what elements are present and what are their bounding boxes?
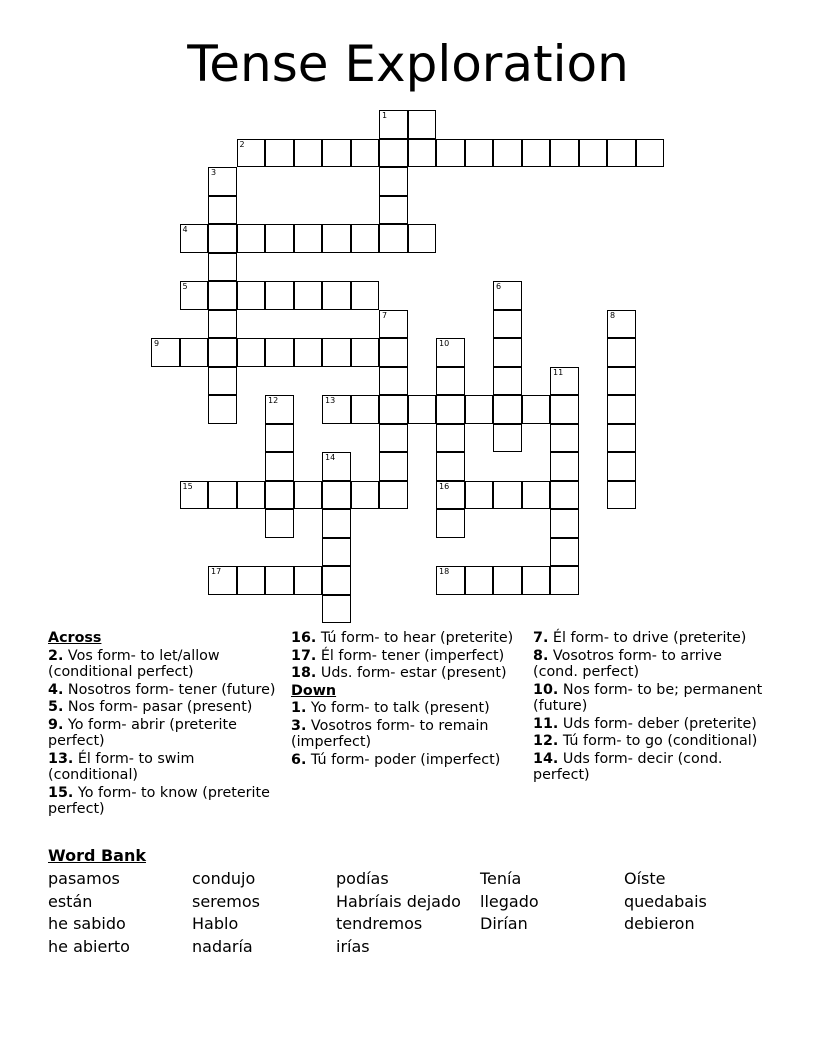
down-clue	[533, 682, 763, 715]
down-clue	[533, 733, 763, 750]
grid-cell[interactable]	[351, 139, 380, 168]
word-bank-word: he sabido	[48, 914, 126, 933]
clue-text: Él form- to drive (preterite)	[548, 630, 747, 646]
grid-cell[interactable]	[208, 310, 237, 339]
grid-cell[interactable]	[465, 139, 494, 168]
clue-column-3	[533, 630, 763, 785]
word-bank-word: Habríais dejado	[336, 891, 461, 911]
clue-number: 13.	[48, 750, 74, 767]
grid-cell[interactable]	[379, 367, 408, 396]
clue-text: Yo form- to talk (present)	[306, 700, 490, 716]
grid-cell-12[interactable]	[265, 395, 294, 424]
clue-number: 17	[211, 567, 222, 576]
grid-cell[interactable]	[465, 566, 494, 595]
clue-number: 8	[610, 310, 616, 320]
grid-cell[interactable]	[322, 566, 351, 595]
grid-cell[interactable]	[322, 538, 351, 567]
grid-cell[interactable]	[493, 367, 522, 396]
clue-number: 17.	[291, 647, 317, 664]
grid-cell[interactable]	[237, 281, 266, 310]
grid-cell[interactable]	[351, 481, 380, 510]
clue-text: Vosotros form- to remain (imperfect)	[291, 717, 489, 750]
across-clue	[291, 648, 531, 665]
grid-cell[interactable]	[237, 224, 266, 253]
across-header: Across	[48, 630, 102, 646]
clue-number: 6.	[291, 751, 307, 768]
clue-text: Uds form- decir (cond. perfect)	[533, 750, 723, 783]
clue-number: 12.	[533, 733, 559, 749]
grid-cell[interactable]	[379, 196, 408, 225]
clue-text: Vosotros form- to arrive (cond. perfect)	[533, 647, 722, 680]
grid-cell[interactable]	[322, 338, 351, 367]
grid-cell[interactable]	[522, 395, 551, 424]
grid-cell[interactable]	[436, 367, 465, 396]
clue-number: 2.	[48, 647, 64, 664]
grid-cell[interactable]	[294, 566, 323, 595]
across-clue	[48, 785, 278, 818]
grid-cell[interactable]	[493, 424, 522, 453]
grid-cell[interactable]	[522, 481, 551, 510]
clue-number: 7	[382, 310, 388, 320]
grid-cell[interactable]	[265, 424, 294, 453]
grid-cell[interactable]	[436, 509, 465, 538]
grid-cell[interactable]	[265, 452, 294, 481]
across-clue	[48, 751, 278, 784]
grid-cell-10[interactable]	[436, 338, 465, 367]
grid-cell-17[interactable]	[208, 566, 237, 595]
down-clue	[533, 630, 763, 647]
clue-number: 15.	[48, 784, 74, 801]
grid-cell[interactable]	[351, 281, 380, 310]
grid-cell[interactable]	[607, 424, 636, 453]
clue-number: 1	[382, 111, 388, 120]
grid-cell[interactable]	[265, 338, 294, 367]
clue-number: 16	[439, 481, 450, 491]
across-clue	[48, 717, 278, 750]
grid-cell[interactable]	[493, 481, 522, 510]
grid-cell[interactable]	[208, 481, 237, 510]
across-clue	[291, 665, 531, 682]
grid-cell-6[interactable]	[493, 281, 522, 310]
grid-cell[interactable]	[579, 139, 608, 168]
grid-cell[interactable]	[436, 424, 465, 453]
word-bank-word: Hablo	[192, 914, 239, 933]
grid-cell[interactable]	[379, 167, 408, 196]
clue-number: 6	[496, 282, 502, 291]
clue-number: 9.	[48, 716, 64, 733]
grid-cell[interactable]	[636, 139, 665, 168]
grid-cell-18[interactable]	[436, 566, 465, 595]
grid-cell[interactable]	[351, 395, 380, 424]
grid-cell[interactable]	[322, 281, 351, 310]
grid-cell[interactable]	[550, 424, 579, 453]
across-clue	[48, 682, 278, 699]
clue-text: Tú form- to hear (preterite)	[316, 630, 514, 646]
clue-number: 15	[182, 481, 193, 491]
down-clue	[533, 716, 763, 733]
grid-cell[interactable]	[493, 310, 522, 339]
grid-cell-4[interactable]	[180, 224, 209, 253]
grid-cell[interactable]	[265, 481, 294, 510]
word-bank-word: pasamos	[48, 869, 120, 888]
clue-text: Él form- tener (imperfect)	[316, 647, 505, 664]
grid-cell[interactable]	[550, 481, 579, 510]
grid-cell-16[interactable]	[436, 481, 465, 510]
grid-cell[interactable]	[522, 566, 551, 595]
clue-number: 14	[325, 453, 336, 462]
word-bank-column	[480, 868, 539, 936]
word-bank-word: Tenía	[480, 869, 522, 888]
word-bank-word: están	[48, 891, 93, 911]
word-bank-word: Dirían	[480, 914, 528, 933]
grid-cell[interactable]	[351, 224, 380, 253]
grid-cell[interactable]	[322, 481, 351, 510]
clue-column-2	[291, 630, 531, 769]
clue-number: 7.	[533, 630, 549, 646]
grid-cell[interactable]	[294, 481, 323, 510]
grid-cell[interactable]	[322, 595, 351, 624]
grid-cell[interactable]	[607, 139, 636, 168]
grid-cell-13[interactable]	[322, 395, 351, 424]
grid-cell[interactable]	[322, 509, 351, 538]
down-clue	[291, 752, 531, 769]
word-bank-word: irías	[336, 936, 370, 956]
grid-cell-1[interactable]	[379, 110, 408, 139]
grid-cell[interactable]	[265, 224, 294, 253]
word-bank-word: seremos	[192, 891, 260, 911]
clue-text: Nos form- pasar (present)	[63, 699, 253, 715]
grid-cell[interactable]	[550, 139, 579, 168]
grid-cell-8[interactable]	[607, 310, 636, 339]
clue-number: 4.	[48, 681, 64, 698]
grid-cell[interactable]	[237, 566, 266, 595]
down-header: Down	[291, 682, 337, 699]
grid-cell[interactable]	[379, 338, 408, 367]
word-bank-word: debieron	[624, 914, 695, 933]
word-bank-word: podías	[336, 869, 389, 888]
grid-cell[interactable]	[265, 566, 294, 595]
word-bank-column	[624, 868, 707, 936]
grid-cell[interactable]	[208, 253, 237, 282]
word-bank-word: nadaría	[192, 936, 253, 956]
clue-number: 18.	[291, 665, 317, 681]
grid-cell[interactable]	[294, 281, 323, 310]
grid-cell[interactable]	[379, 224, 408, 253]
clue-number: 16.	[291, 630, 317, 646]
grid-cell[interactable]	[465, 395, 494, 424]
grid-cell[interactable]	[607, 395, 636, 424]
clue-number: 13	[325, 396, 336, 405]
clue-text: Yo form- abrir (preterite perfect)	[48, 716, 237, 749]
grid-cell[interactable]	[208, 395, 237, 424]
word-bank-column	[336, 868, 461, 958]
clue-text: Él form- to swim (conditional)	[48, 750, 195, 783]
clue-text: Tú form- poder (imperfect)	[306, 751, 501, 768]
clue-number: 10.	[533, 681, 559, 698]
grid-cell[interactable]	[436, 395, 465, 424]
grid-cell[interactable]	[322, 224, 351, 253]
grid-cell[interactable]	[379, 424, 408, 453]
grid-cell[interactable]	[379, 395, 408, 424]
word-bank-word: quedabais	[624, 891, 707, 911]
grid-cell[interactable]	[408, 139, 437, 168]
down-clue	[533, 648, 763, 681]
grid-cell-5[interactable]	[180, 281, 209, 310]
grid-cell[interactable]	[208, 367, 237, 396]
grid-cell[interactable]	[607, 452, 636, 481]
clue-column-1	[48, 630, 278, 819]
grid-cell-11[interactable]	[550, 367, 579, 396]
grid-cell[interactable]	[436, 139, 465, 168]
grid-cell[interactable]	[322, 139, 351, 168]
grid-cell-3[interactable]	[208, 167, 237, 196]
grid-cell[interactable]	[265, 509, 294, 538]
grid-cell[interactable]	[550, 509, 579, 538]
clue-number: 11	[553, 367, 564, 377]
grid-cell[interactable]	[408, 395, 437, 424]
clue-number: 9	[154, 339, 160, 348]
grid-cell[interactable]	[294, 139, 323, 168]
grid-cell[interactable]	[493, 139, 522, 168]
word-bank-word: condujo	[192, 869, 256, 888]
grid-cell[interactable]	[607, 481, 636, 510]
grid-cell[interactable]	[550, 538, 579, 567]
grid-cell[interactable]	[550, 452, 579, 481]
grid-cell[interactable]	[208, 281, 237, 310]
grid-cell[interactable]	[237, 481, 266, 510]
word-bank-title: Word Bank	[48, 846, 147, 865]
grid-cell-2[interactable]	[237, 139, 266, 168]
word-bank-word: tendremos	[336, 914, 423, 933]
grid-cell[interactable]	[208, 338, 237, 367]
grid-cell[interactable]	[265, 281, 294, 310]
clue-text: Nos form- to be; permanent (future)	[533, 681, 763, 714]
clue-number: 2	[239, 139, 245, 149]
grid-cell[interactable]	[180, 338, 209, 367]
clue-number: 1.	[291, 700, 307, 716]
clue-number: 4	[182, 225, 188, 234]
grid-cell[interactable]	[493, 395, 522, 424]
grid-cell[interactable]	[408, 224, 437, 253]
grid-cell[interactable]	[294, 224, 323, 253]
grid-cell[interactable]	[493, 566, 522, 595]
down-clue	[533, 751, 763, 784]
clue-number: 8.	[533, 647, 549, 664]
clue-number: 14.	[533, 750, 559, 767]
word-bank-word: he abierto	[48, 936, 130, 956]
word-bank-column	[48, 868, 130, 958]
clue-text: Uds. form- estar (present)	[316, 665, 507, 681]
grid-cell[interactable]	[379, 481, 408, 510]
grid-cell[interactable]	[379, 452, 408, 481]
grid-cell-15[interactable]	[180, 481, 209, 510]
grid-cell[interactable]	[265, 139, 294, 168]
grid-cell[interactable]	[294, 338, 323, 367]
grid-cell[interactable]	[607, 367, 636, 396]
clue-text: Yo form- to know (preterite perfect)	[48, 784, 270, 817]
clue-number: 11.	[533, 715, 559, 732]
grid-cell[interactable]	[493, 338, 522, 367]
clue-text: Nosotros form- tener (future)	[63, 681, 276, 698]
clue-number: 3.	[291, 717, 307, 734]
across-clue	[291, 630, 531, 647]
clue-text: Uds form- deber (preterite)	[558, 715, 757, 732]
grid-cell[interactable]	[208, 196, 237, 225]
grid-cell[interactable]	[408, 110, 437, 139]
grid-cell[interactable]	[208, 224, 237, 253]
grid-cell[interactable]	[351, 338, 380, 367]
grid-cell[interactable]	[237, 338, 266, 367]
grid-cell-7[interactable]	[379, 310, 408, 339]
grid-cell[interactable]	[465, 481, 494, 510]
across-clue	[48, 699, 278, 716]
word-bank-word: Oíste	[624, 869, 666, 888]
word-bank-word: llegado	[480, 891, 539, 911]
grid-cell[interactable]	[436, 452, 465, 481]
grid-cell[interactable]	[522, 139, 551, 168]
grid-cell[interactable]	[379, 139, 408, 168]
clue-number: 10	[439, 339, 450, 348]
down-clue	[291, 700, 531, 717]
word-bank-column	[192, 868, 260, 958]
clue-text: Tú form- to go (conditional)	[558, 733, 758, 749]
grid-cell[interactable]	[607, 338, 636, 367]
clue-number: 5	[182, 282, 188, 291]
grid-cell[interactable]	[550, 395, 579, 424]
across-clue	[48, 648, 278, 681]
clue-number: 18	[439, 567, 450, 576]
clue-number: 3	[211, 168, 217, 177]
grid-cell[interactable]	[550, 566, 579, 595]
clue-number: 5.	[48, 699, 64, 715]
clue-number: 12	[268, 396, 279, 405]
grid-cell-14[interactable]	[322, 452, 351, 481]
puzzle-title: Tense Exploration	[187, 35, 629, 93]
down-clue	[291, 718, 531, 751]
clue-text: Vos form- to let/allow (conditional perfect)	[48, 647, 220, 680]
grid-cell-9[interactable]	[151, 338, 180, 367]
